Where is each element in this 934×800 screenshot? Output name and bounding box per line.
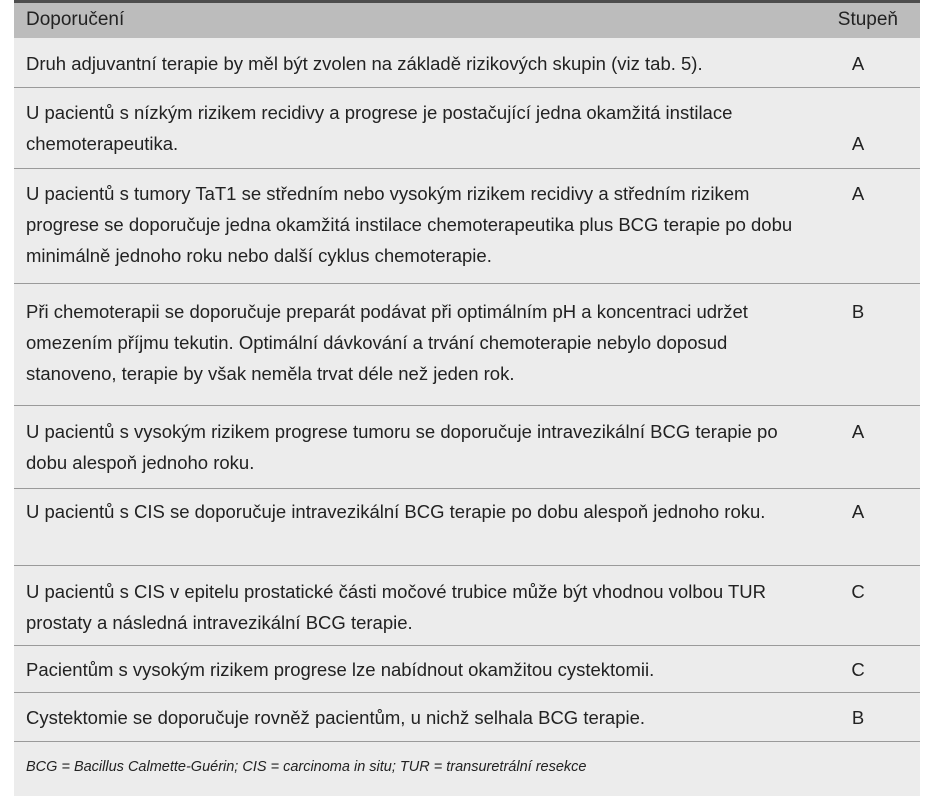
row-text: Cystektomie se doporučuje rovněž pacientům, u nichž selhala BCG terapie. — [26, 707, 646, 728]
row-grade: A — [851, 421, 865, 442]
row-grade: A — [851, 183, 865, 204]
row-grade: A — [851, 133, 865, 154]
header-grade: Stupeň — [837, 9, 898, 30]
table-row — [14, 406, 920, 489]
table-footnote: BCG = Bacillus Calmette-Guérin; CIS = carcinoma in situ; TUR = transuretrální resekce — [26, 759, 587, 775]
row-grade: A — [851, 53, 865, 74]
row-text: U pacientů s nízkým rizikem recidivy a progrese je postačující jedna okamžitá instilace chemoterapeutika. — [26, 102, 733, 154]
table-row — [14, 38, 920, 88]
recommendations-table — [14, 0, 920, 796]
header-recommendation: Doporučení — [26, 9, 125, 30]
table-row — [14, 646, 920, 693]
row-text: U pacientů s CIS v epitelu prostatické části močové trubice může být vhodnou volbou TUR prostaty a následná intravezikální BCG terapie. — [26, 581, 767, 633]
table-row — [14, 284, 920, 406]
row-grade: B — [851, 301, 865, 322]
row-text: Druh adjuvantní terapie by měl být zvolen na základě rizikových skupin (viz tab. 5). — [26, 53, 703, 74]
row-grade: B — [851, 707, 865, 728]
row-grade: C — [851, 581, 865, 602]
row-grade: C — [851, 659, 865, 680]
table-row — [14, 169, 920, 284]
table-row — [14, 693, 920, 742]
row-text: U pacientů s CIS se doporučuje intravezikální BCG terapie po dobu alespoň jednoho roku. — [26, 501, 766, 522]
table-row — [14, 489, 920, 566]
row-text: U pacientů s vysokým rizikem progrese tumoru se doporučuje intravezikální BCG terapie po dobu alespoň jednoho roku. — [26, 421, 778, 473]
row-grade: A — [851, 501, 865, 522]
table-row — [14, 88, 920, 169]
table-header — [14, 0, 920, 38]
row-text: Pacientům s vysokým rizikem progrese lze nabídnout okamžitou cystektomii. — [26, 659, 655, 680]
table-row — [14, 566, 920, 646]
row-text: U pacientů s tumory TaT1 se středním nebo vysokým rizikem recidivy a středním rizikem progrese se doporučuje jedna okamžitá instilace chemoterapeutika plus BCG terapie po dobu minimálně jednoho roku nebo další cyklus chemoterapie. — [26, 183, 793, 266]
row-text: Při chemoterapii se doporučuje preparát podávat při optimálním pH a koncentraci udržet omezením příjmu tekutin. Optimální dávkování a trvání chemoterapie nebylo doposud stanoveno, terapie by však neměla trvat déle než jeden rok. — [26, 301, 748, 384]
